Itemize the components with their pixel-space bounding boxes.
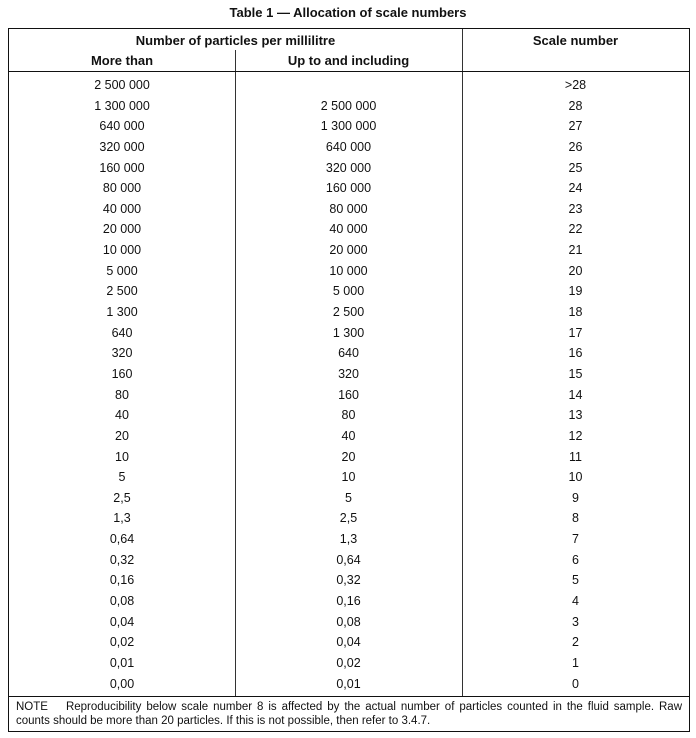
table-row xyxy=(9,447,689,468)
cell-more-than: 320 xyxy=(111,346,133,361)
cell-scale-number: 9 xyxy=(572,490,579,505)
cell-up-to: 10 xyxy=(341,470,356,485)
cell-more-than: 20 000 xyxy=(102,222,142,237)
cell-up-to: 640 000 xyxy=(325,139,372,154)
table-row xyxy=(9,508,689,529)
cell-up-to: 320 000 xyxy=(325,160,372,175)
table-row xyxy=(9,653,689,674)
table-row xyxy=(9,302,689,323)
cell-up-to: 160 xyxy=(338,387,359,402)
table-row xyxy=(9,570,689,591)
cell-more-than: 40 000 xyxy=(102,201,142,216)
cell-more-than: 0,16 xyxy=(109,573,135,588)
cell-scale-number: 12 xyxy=(568,428,583,443)
cell-more-than: 20 xyxy=(115,428,129,443)
cell-up-to: 160 000 xyxy=(325,181,372,196)
cell-scale-number: 18 xyxy=(568,305,583,320)
cell-more-than: 320 000 xyxy=(99,139,145,154)
cell-up-to: 5 xyxy=(345,490,352,505)
cell-more-than: 160 xyxy=(111,366,133,381)
cell-scale-number: 11 xyxy=(569,449,582,464)
cell-scale-number: 8 xyxy=(572,511,579,526)
table-row xyxy=(9,405,689,426)
cell-up-to: 40 xyxy=(341,428,356,443)
cell-more-than: 1,3 xyxy=(113,511,131,526)
cell-scale-number: 25 xyxy=(568,160,583,175)
cell-scale-number: 14 xyxy=(568,387,583,402)
note-divider xyxy=(9,696,689,697)
cell-scale-number: 17 xyxy=(568,325,583,340)
cell-more-than: 2 500 000 xyxy=(94,78,150,92)
cell-up-to: 2,5 xyxy=(339,511,358,526)
cell-scale-number: 24 xyxy=(568,181,583,196)
cell-scale-number: 22 xyxy=(568,222,583,237)
cell-up-to: 1,3 xyxy=(339,532,358,547)
table-row xyxy=(9,116,689,137)
cell-scale-number: 15 xyxy=(568,366,583,381)
table-row xyxy=(9,529,689,550)
cell-scale-number: 16 xyxy=(568,346,583,361)
cell-scale-number: 6 xyxy=(572,552,579,567)
cell-up-to: 0,16 xyxy=(336,594,361,609)
table-row xyxy=(9,632,689,653)
cell-more-than: 2,5 xyxy=(113,490,131,505)
table-row xyxy=(9,158,689,179)
cell-up-to: 2 500 000 xyxy=(320,98,377,113)
cell-more-than: 0,32 xyxy=(109,552,135,567)
table-row xyxy=(9,550,689,571)
cell-up-to: 40 000 xyxy=(329,222,368,237)
cell-up-to: 20 000 xyxy=(329,243,368,258)
cell-up-to: 320 xyxy=(338,366,359,381)
cell-scale-number: 0 xyxy=(572,676,579,691)
cell-more-than: 1 300 000 xyxy=(94,98,150,113)
cell-up-to: 0,01 xyxy=(336,676,361,691)
cell-more-than: 40 xyxy=(115,408,129,423)
table-row xyxy=(9,343,689,364)
cell-more-than: 80 xyxy=(115,387,129,402)
cell-scale-number: 19 xyxy=(568,284,583,299)
cell-more-than: 10 xyxy=(115,449,129,464)
table-note xyxy=(16,700,682,728)
table-row xyxy=(9,488,689,509)
cell-up-to: 0,04 xyxy=(336,635,361,650)
table-row xyxy=(9,199,689,220)
cell-more-than: 0,04 xyxy=(109,614,135,629)
cell-scale-number: 21 xyxy=(568,243,583,258)
cell-more-than: 0,01 xyxy=(109,655,135,670)
cell-up-to: 1 300 xyxy=(332,325,365,340)
cell-more-than: 640 xyxy=(111,325,133,340)
cell-up-to: 1 300 000 xyxy=(320,119,377,134)
cell-more-than: 640 000 xyxy=(99,119,145,134)
cell-more-than: 5 xyxy=(118,470,126,485)
cell-more-than: 0,00 xyxy=(109,676,135,691)
cell-scale-number: 3 xyxy=(572,614,579,629)
table-title: Table 1 — Allocation of scale numbers xyxy=(229,5,467,20)
table-row xyxy=(9,385,689,406)
cell-scale-number: 13 xyxy=(568,408,583,423)
header-particles-per-ml: Number of particles per millilitre xyxy=(135,33,336,48)
table-row xyxy=(9,591,689,612)
cell-up-to: 2 500 xyxy=(332,305,365,320)
table-row xyxy=(9,137,689,158)
header-more-than: More than xyxy=(90,53,154,68)
table-row xyxy=(9,281,689,302)
cell-more-than: 2 500 xyxy=(106,284,138,299)
header-up-to-including: Up to and including xyxy=(287,53,410,68)
cell-up-to: 80 000 xyxy=(329,201,368,216)
cell-up-to: 0,08 xyxy=(336,614,361,629)
table-row xyxy=(9,323,689,344)
cell-up-to: 5 000 xyxy=(332,284,365,299)
cell-scale-number: 2 xyxy=(572,635,579,650)
cell-more-than: 1 300 xyxy=(106,305,138,320)
cell-scale-number: 5 xyxy=(572,573,579,588)
header-scale-number: Scale number xyxy=(532,33,619,48)
table-row xyxy=(9,75,689,96)
cell-more-than: 5 000 xyxy=(106,263,138,278)
cell-more-than: 10 000 xyxy=(102,243,142,258)
scale-allocation-table xyxy=(8,28,690,732)
table-row xyxy=(9,178,689,199)
cell-up-to: 0,64 xyxy=(336,552,361,567)
cell-more-than: 0,02 xyxy=(109,635,135,650)
table-row xyxy=(9,96,689,117)
cell-scale-number: 23 xyxy=(568,201,583,216)
cell-more-than: 0,64 xyxy=(109,532,135,547)
cell-scale-number: 26 xyxy=(568,139,583,154)
cell-up-to: 20 xyxy=(341,449,356,464)
cell-scale-number: 1 xyxy=(572,655,579,670)
header-divider xyxy=(9,71,689,72)
cell-scale-number: 20 xyxy=(568,263,583,278)
cell-more-than: 80 000 xyxy=(102,181,142,196)
table-row xyxy=(9,674,689,695)
table-row xyxy=(9,364,689,385)
cell-up-to: 0,02 xyxy=(336,655,361,670)
table-row xyxy=(9,261,689,282)
cell-more-than: 160 000 xyxy=(99,160,145,175)
cell-more-than: 0,08 xyxy=(109,594,135,609)
table-row xyxy=(9,467,689,488)
cell-up-to: 10 000 xyxy=(329,263,368,278)
note-label: NOTE xyxy=(16,701,48,713)
table-row xyxy=(9,240,689,261)
table-body xyxy=(9,75,689,694)
cell-up-to: 0,32 xyxy=(336,573,361,588)
cell-scale-number: >28 xyxy=(564,78,587,92)
cell-scale-number: 28 xyxy=(568,98,583,113)
cell-up-to: 640 xyxy=(338,346,359,361)
cell-scale-number: 4 xyxy=(572,594,579,609)
cell-scale-number: 27 xyxy=(568,119,583,134)
note-text: Reproducibility below scale number 8 is affected by the actual number of particles counted in the fluid sample. Raw counts should be more than 20 particles. If this is not possible, then refer to 3.4.7. xyxy=(16,701,682,727)
table-row xyxy=(9,219,689,240)
cell-scale-number: 7 xyxy=(572,532,579,547)
table-row xyxy=(9,426,689,447)
cell-scale-number: 10 xyxy=(568,470,583,485)
table-row xyxy=(9,612,689,633)
cell-up-to: 80 xyxy=(341,408,356,423)
